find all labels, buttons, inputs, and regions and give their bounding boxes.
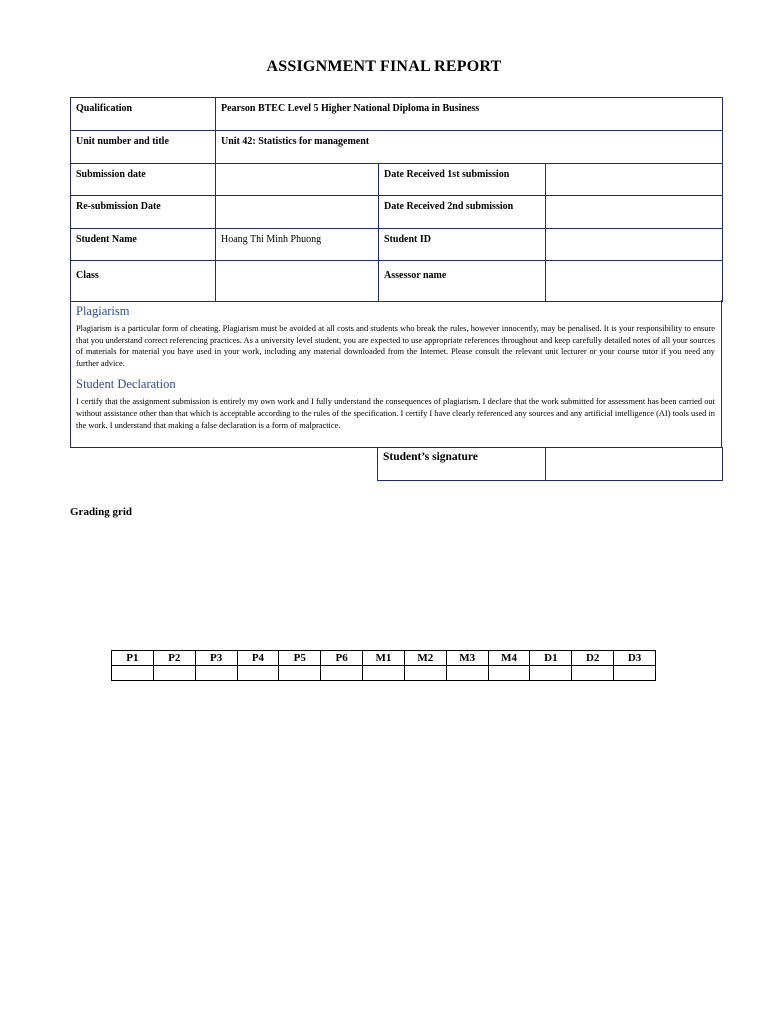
student-name-field[interactable]: Hoang Thi Minh Phuong [216,229,379,261]
signature-table [377,447,723,481]
date-received-2-label: Date Received 2nd submission [379,196,546,229]
grade-header-p6: P6 [321,651,363,666]
grading-value-row [112,666,656,681]
grade-cell-m1[interactable] [363,666,405,681]
grade-header-m4: M4 [488,651,530,666]
assessor-field[interactable] [546,261,723,302]
grade-header-d2: D2 [572,651,614,666]
grade-header-m1: M1 [363,651,405,666]
qualification-label: Qualification [71,98,216,131]
grade-cell-p1[interactable] [112,666,154,681]
submission-date-field[interactable] [216,164,379,196]
grade-cell-d2[interactable] [572,666,614,681]
grade-header-d3: D3 [614,651,656,666]
grade-header-p2: P2 [153,651,195,666]
resubmission-date-label: Re-submission Date [71,196,216,229]
grade-cell-p4[interactable] [237,666,279,681]
grade-header-d1: D1 [530,651,572,666]
declaration-heading: Student Declaration [76,377,176,392]
plagiarism-declaration-section [70,300,722,448]
signature-label: Student’s signature [378,448,546,481]
class-label: Class [71,261,216,302]
grade-cell-m3[interactable] [446,666,488,681]
grading-grid-label: Grading grid [70,506,133,518]
grade-cell-p5[interactable] [279,666,321,681]
assessor-label: Assessor name [379,261,546,302]
plagiarism-text: Plagiarism is a particular form of cheating. Plagiarism must be avoided at all costs and students who break the rules, however innocently, may be penalised. It is your responsibility to ensure that you understand correct referencing practices. As a university level student, you are expected to use appropriate references throughout and keep carefully detailed notes of all your sources of materials for material you have used in your work, including any material downloaded from the Internet. Please consult the relevant unit lecturer or your course tutor if you need any further advice. [76,324,715,368]
grade-cell-m4[interactable] [488,666,530,681]
grade-cell-d3[interactable] [614,666,656,681]
grade-header-p3: P3 [195,651,237,666]
unit-label: Unit number and title [71,131,216,164]
grade-cell-p2[interactable] [153,666,195,681]
date-received-2-field[interactable] [546,196,723,229]
grade-cell-p6[interactable] [321,666,363,681]
info-table [70,97,723,302]
student-id-field[interactable] [546,229,723,261]
student-name-label: Student Name [71,229,216,261]
grade-header-p4: P4 [237,651,279,666]
grade-header-p5: P5 [279,651,321,666]
submission-date-label: Submission date [71,164,216,196]
grade-header-p1: P1 [112,651,154,666]
grade-cell-d1[interactable] [530,666,572,681]
grade-cell-m2[interactable] [404,666,446,681]
grading-header-row [112,651,656,666]
grade-header-m2: M2 [404,651,446,666]
grade-cell-p3[interactable] [195,666,237,681]
date-received-1-field[interactable] [546,164,723,196]
date-received-1-label: Date Received 1st submission [379,164,546,196]
declaration-text: I certify that the assignment submission is entirely my own work and I fully understand the consequences of plagiarism. I declare that the work submitted for assessment has been carried out without assistance other than that which is acceptable according to the rules of the specification. I certify I have clearly referenced any sources and any artificial intelligence (AI) tools used in the work. I understand that making a false declaration is a form of malpractice. [76,397,715,430]
grading-grid-table [111,650,656,681]
qualification-value[interactable]: Pearson BTEC Level 5 Higher National Diploma in Business [216,98,723,131]
student-id-label: Student ID [379,229,546,261]
page-title: ASSIGNMENT FINAL REPORT [266,58,502,75]
plagiarism-heading: Plagiarism [76,304,130,318]
class-field[interactable] [216,261,379,302]
signature-field[interactable] [546,448,723,481]
grade-header-m3: M3 [446,651,488,666]
resubmission-date-field[interactable] [216,196,379,229]
unit-value[interactable]: Unit 42: Statistics for management [216,131,723,164]
